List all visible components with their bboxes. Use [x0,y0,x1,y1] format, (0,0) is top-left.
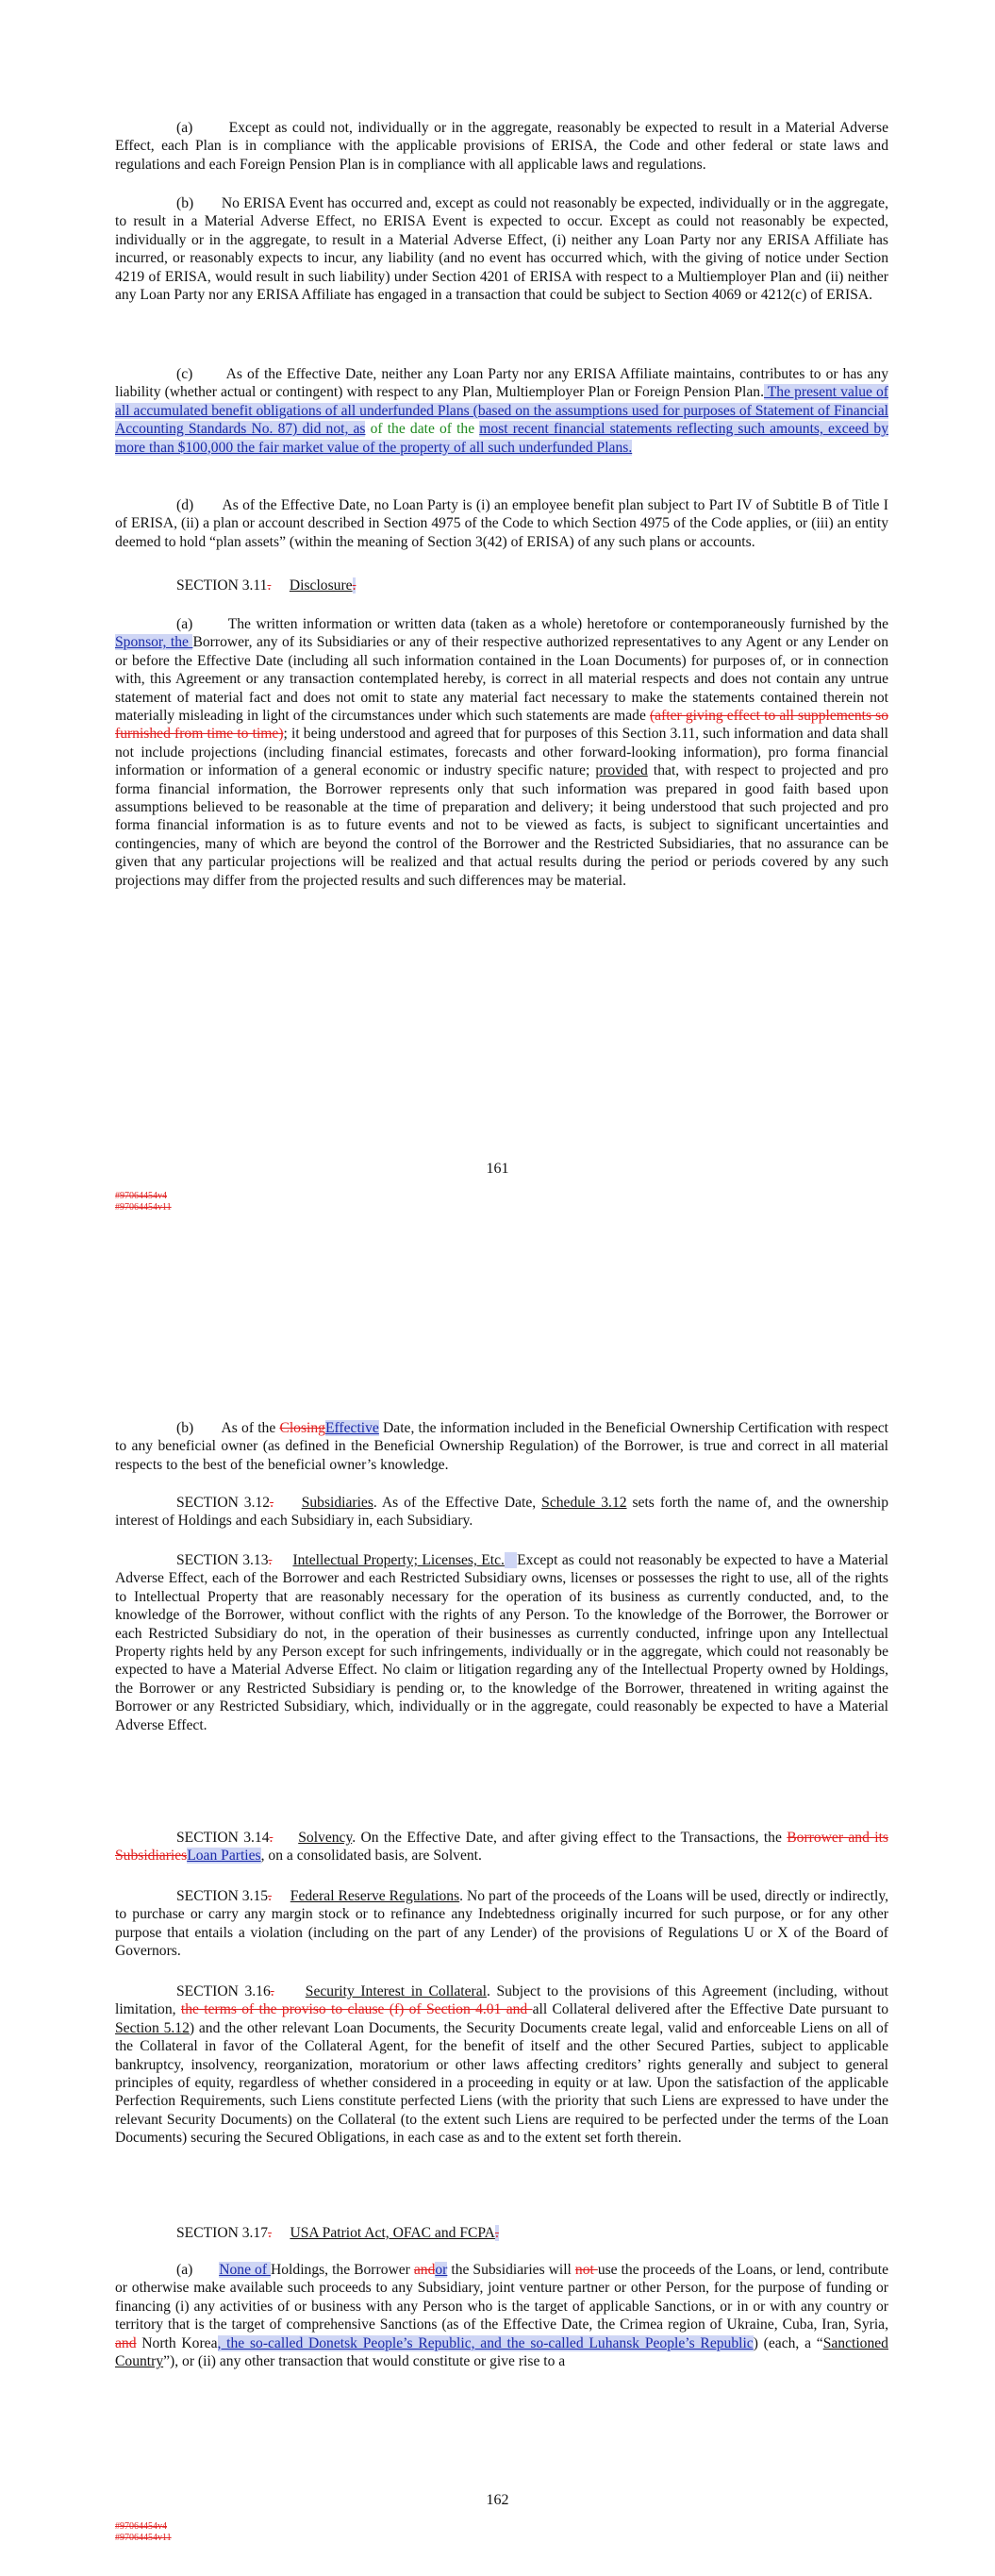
deleted-text: . [269,1830,274,1846]
section-title: Solvency [298,1830,353,1846]
text: ) and the other relevant Loan Documents, the Security Documents create legal, valid and enforceable Liens on all of the Collateral in favor of the Collateral Agent, for the benefit of itself and the other Secured Parties, subject to applicable bankruptcy, insolvency, reorganization, moratorium or other laws affecting creditors’ rights generally and subject to general principles of equity, regardless of whether considered in a proceeding in equity or at law. Upon the satisfaction of the applicable Perfection Requirements, such Liens constitute perfected Liens (with the priority that such Liens are expressed to have under the relevant Security Documents) on the Collateral (to the extent such Liens are required to be perfected under the terms of the Loan Documents) securing the Secured Obligations, in each case as and to the extent set forth therein. [115,2019,889,2147]
section-title: Federal Reserve Regulations [290,1888,460,1904]
section-number: SECTION 3.16 [176,1983,271,1999]
inserted-text: Loan Parties [187,1848,261,1865]
deleted-text: . [268,1552,273,1568]
deleted-text: and [115,2334,137,2351]
text: Borrower, any of its Subsidiaries or any of their respective authorized representatives to any Agent or any Lender on or before the Effective Date (including all such information contained in the Loan Documents) for purposes of, or in connection with, this Agreement or any transaction contemplated hereby, is correct in all material respects and does not contain any untrue statement of material fact and does not omit to state any material fact necessary to make the statements contained therein not materially misleading in light of the circumstances under which such statements are made [115,634,888,725]
text: Schedule 3.12 [541,1495,627,1511]
inserted-text: most recent financial statements reflecting such amounts, exceed by more than $100,000 the fair market value of the property of all such underfunded Plans. [115,421,888,456]
deleted-text: (after giving effect to all supplements so furnished from time to time) [115,708,888,743]
deleted-text: . [268,1888,272,1904]
section-heading-3-11 [115,577,888,594]
section-title: Subsidiaries [301,1495,373,1511]
text: all Collateral delivered after the Effective Date pursuant to [532,2001,888,2018]
section-number: SECTION 3.15 [176,1888,269,1904]
inserted-text: The present value of all accumulated benefit obligations of all underfunded Plans (based on the assumptions used for purposes of Statement of Financial Accounting Standards No. 87) did not, as [115,384,888,438]
inserted-text: or [435,2262,448,2278]
text: (a) The written information or written data (taken as a whole) heretofore or contemporaneously furnished by the [176,616,888,632]
text: Holdings, the Borrower [271,2262,414,2278]
deleted-text: Closing [279,1420,325,1436]
text: . As of the Effective Date, [373,1495,542,1511]
section-number: SECTION 3.14 [176,1830,270,1846]
document-id: #97064454v4 [115,1191,167,1201]
text: (a) [176,2262,220,2278]
text: sets forth the name of, and the ownership interest of Holdings and each Subsidiary in, each Subsidiary. [115,1495,888,1530]
text: (c) As of the Effective Date, neither any Loan Party nor any ERISA Affiliate maintains, contributes to or has any liability (whether actual or contingent) with respect to any Plan, Multiemployer Plan or Foreign Pension Plan. [115,366,888,401]
text [505,1552,517,1568]
section-number: SECTION 3.17 [176,2225,269,2241]
paragraph-beneficial-ownership-b [115,1419,888,1474]
text: Section 5.12 [115,2019,190,2036]
section-title: USA Patriot Act, OFAC and FCPA [290,2225,495,2241]
section-number: SECTION 3.11 [176,577,268,594]
inserted-text: Sponsor, the [115,634,193,651]
inserted-text: None of [219,2262,271,2278]
paragraph-erisa-c [115,365,888,457]
text: ) (each, a “ [753,2334,823,2351]
text: . No part of the proceeds of the Loans will be used, directly or indirectly, to purchase or carry any margin stock or to refinance any Indebtedness originally incurred for such purpose, or for any other purpose that entails a violation (including on the part of any Lender) of the provisions of Regulations U or X of the Board of Governors. [115,1888,889,1960]
text: the Subsidiaries will [447,2262,575,2278]
document-id: #97064454v11 [115,2533,172,2543]
text: Sanctioned Country [115,2334,888,2370]
paragraph-erisa-d: (d) As of the Effective Date, no Loan Party is (i) an employee benefit plan subject to Part IV of Subtitle B of Title I of ERISA, (ii) a plan or account described in Section 4975 of the Code to which Section 4975 of the Code applies, or (iii) an entity deemed to hold “plan assets” (within the meaning of Section 3(42) of ERISA) of any such plans or accounts. [115,497,888,550]
text: Date, the information included in the Beneficial Ownership Certification with respect to any beneficial owner (as defined in the Beneficial Ownership Regulation) of the Borrower, is true and correct in all material respects to the best of the beneficial owner’s knowledge. [115,1420,888,1473]
moved-text: of the date of the [365,421,480,438]
section-3-15 [115,1887,888,1961]
deleted-text: . [494,2225,499,2241]
paragraph-patriot-act-a [115,2261,888,2370]
text: provided [595,762,648,779]
inserted-text: , the so-called Donetsk People’s Republic, and the so-called Luhansk People’s Republic [217,2334,754,2351]
text: , on a consolidated basis, are Solvent. [260,1848,482,1865]
section-3-14 [115,1829,888,1865]
page-number: 161 [486,1161,509,1177]
document-id: #97064454v11 [115,1202,172,1213]
section-title: Intellectual Property; Licenses, Etc. [292,1552,505,1568]
deleted-text: not [574,2262,598,2278]
section-3-13 [115,1551,888,1734]
deleted-text: . [270,1495,274,1511]
deleted-text: the terms of the proviso to clause (f) of Section 4.01 and [180,2001,533,2018]
text: ”), or (ii) any other transaction that would constitute or give rise to a [163,2353,566,2370]
paragraph-erisa-b: (b) No ERISA Event has occurred and, except as could not reasonably be expected, individually or in the aggregate, to result in a Material Adverse Effect, no ERISA Event is expected to occur. Except as could not reasonably be expected, individually or in the aggregate, to result in a Material Adverse Effect, (i) neither any Loan Party nor any ERISA Affiliate has incurred, or reasonably expects to incur, any liability (and no event has occurred which, with the giving of notice under Section 4219 of ERISA, would result in such liability) under Section 4201 of ERISA with respect to a Multiemployer Plan and (ii) neither any Loan Party nor any ERISA Affiliate has engaged in a transaction that could be subject to Section 4069 or 4212(c) of ERISA. [115,195,888,304]
text: (b) As of the [176,1420,280,1436]
section-3-16 [115,1982,888,2148]
deleted-text: . [352,577,357,594]
section-title: Security Interest in Collateral [305,1983,487,1999]
section-3-12 [115,1494,888,1531]
deleted-text: . [267,577,272,594]
inserted-text: Effective [324,1420,379,1436]
page-number: 162 [486,2492,509,2508]
text: North Korea [136,2334,218,2351]
section-title: Disclosure [289,577,353,594]
deleted-text: Borrower and its Subsidiaries [115,1830,888,1865]
paragraph-disclosure-a [115,615,888,890]
text: Except as could not reasonably be expected to have a Material Adverse Effect, each of the Borrower and each Restricted Subsidiary owns, licenses or possesses the right to use, all of the rights to Intellectual Property that are reasonably necessary for the operation of its business as currently conducted, and, to the knowledge of the Borrower, without conflict with the rights of any Person. To the knowledge of the Borrower, the Borrower or each Restricted Subsidiary do not, in the operation of their businesses as currently conducted, infringe upon any Intellectual Property rights held by any Person except for such infringements, individually or in the aggregate, which could not reasonably be expected to have a Material Adverse Effect. No claim or litigation regarding any of the Intellectual Property owned by Holdings, the Borrower or any Restricted Subsidiary is pending or, to the knowledge of the Borrower, threatened in writing against the Borrower or any Restricted Subsidiary, which, individually or in the aggregate, could reasonably be expected to have a Material Adverse Effect. [115,1552,888,1733]
paragraph-erisa-a: (a) Except as could not, individually or in the aggregate, reasonably be expected to result in a Material Adverse Effect, each Plan is in compliance with the applicable provisions of ERISA, the Code and other federal or state laws and regulations and each Foreign Pension Plan is in compliance with all applicable laws and regulations. [115,120,888,173]
deleted-text: and [413,2262,436,2278]
section-number: SECTION 3.12 [176,1495,271,1511]
section-number: SECTION 3.13 [176,1552,269,1568]
text: use the proceeds of the Loans, or lend, contribute or otherwise make available such proceeds to any Subsidiary, joint venture partner or other Person, for the purpose of funding or financing (i) any activities of or business with any Person who is the target of applicable Sanctions, or in or with any country or territory that is the target of comprehensive Sanctions (as of the Effective Date, the Crimea region of Ukraine, Cuba, Iran, Syria, [115,2262,888,2333]
text: . On the Effective Date, and after giving effect to the Transactions, the [352,1830,788,1846]
text: ; it being understood and agreed that for purposes of this Section 3.11, such information and data shall not include projections (including financial estimates, forecasts and other forward-looking information), pro forma financial information or information of a general economic or industry specific nature; [115,726,888,779]
deleted-text: . [270,1983,274,1999]
document-id: #97064454v4 [115,2521,167,2532]
text: that, with respect to projected and pro forma financial information, the Borrower represents only that such information was prepared in good faith based upon assumptions believed to be reasonable at the time of preparation and delivery; it being understood that such projected and pro forma financial information is as to future events and not to be viewed as facts, is subject to significant uncertainties and contingencies, many of which are beyond the control of the Borrower and the Restricted Subsidiaries, that no assurance can be given that any particular projections will be realized and that actual results during the period or periods covered by any such projections may differ from the projected results and such differences may be material. [115,762,888,889]
deleted-text: . [268,2225,272,2241]
section-heading-3-17 [115,2224,888,2242]
text: . Subject to the provisions of this Agreement (including, without limitation, [115,1983,888,2018]
